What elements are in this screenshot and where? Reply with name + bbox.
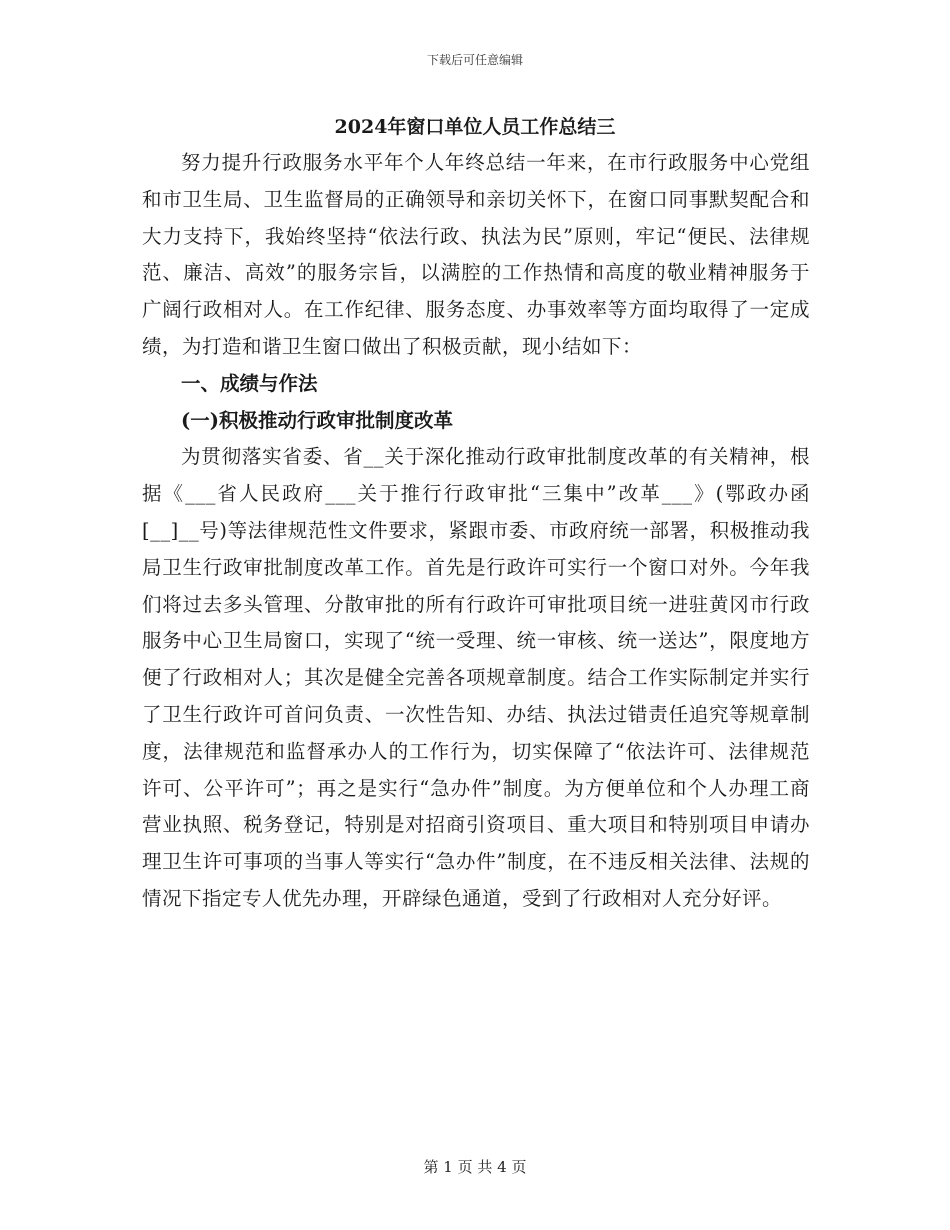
subsection-paragraph: 为贯彻落实省委、省__关于深化推动行政审批制度改革的有关精神，根据《___省人民政府___关于推行行政审批“三集中”改革___》(鄂政办函[__]__号)等法律规范性文件要求，紧跟市委、市政府统一部署，积极推动我局卫生行政审批制度改革工作。首先是行政许可实行一个窗口对外。今年我们将过去多头管理、分散审批的所有行政许可审批项目统一进驻黄冈市行政服务中心卫生局窗口，实现了“统一受理、统一审核、统一送达”，限度地方便了行政相对人；其次是健全完善各项规章制度。结合工作实际制定并实行了卫生行政许可首问负责、一次性告知、办结、执法过错责任追究等规章制度，法律规范和监督承办人的工作行为，切实保障了“依法许可、法律规范许可、公平许可”；再之是实行“急办件”制度。为方便单位和个人办理工商营业执照、税务登记，特别是对招商引资项目、重大项目和特别项目申请办理卫生许可事项的当事人等实行“急办件”制度，在不违反相关法律、法规的情况下指定专人优先办理，开辟绿色通道，受到了行政相对人充分好评。	[142, 445, 810, 910]
document-body	[142, 145, 810, 918]
document-title: 2024年窗口单位人员工作总结三	[334, 116, 616, 138]
intro-paragraph: 努力提升行政服务水平年个人年终总结一年来，在市行政服务中心党组和市卫生局、卫生监督局的正确领导和亲切关怀下，在窗口同事默契配合和大力支持下，我始终坚持“依法行政、执法为民”原则，牢记“便民、法律规范、廉洁、高效”的服务宗旨，以满腔的工作热情和高度的敬业精神服务于广阔行政相对人。在工作纪律、服务态度、办事效率等方面均取得了一定成绩，为打造和谐卫生窗口做出了积极贡献，现小结如下：	[142, 151, 810, 358]
subsection-heading: (一)积极推动行政审批制度改革	[181, 408, 453, 432]
page-number: 第 1 页 共 4 页	[423, 1158, 527, 1176]
page-header: 下载后可任意编辑	[426, 53, 523, 67]
section-heading: 一、成绩与作法	[181, 371, 318, 395]
